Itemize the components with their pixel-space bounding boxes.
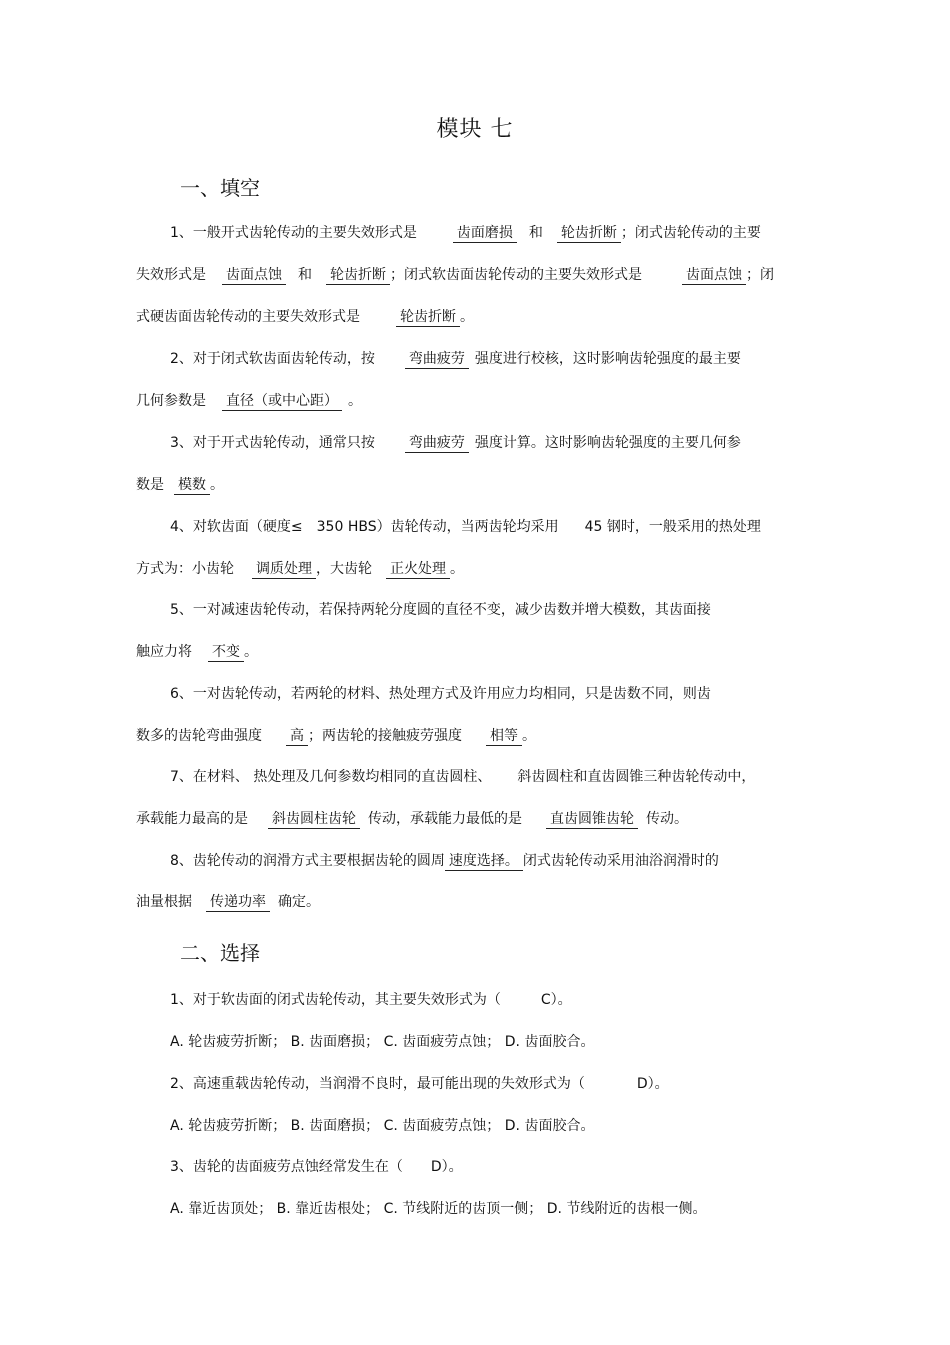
text: 几何参数是 [136, 393, 206, 409]
fill-q5-line2 [136, 642, 258, 662]
answer-blank: 轮齿折断 [557, 224, 621, 243]
answer-blank: 齿面点蚀 [682, 266, 746, 285]
text: ；闭式齿轮传动的主要 [620, 225, 761, 241]
fill-q6-line2 [136, 726, 536, 746]
fill-q3-line1 [170, 433, 741, 453]
answer-text: D）。 [430, 1159, 463, 1175]
page-title: 模块 七 [436, 117, 514, 142]
section-heading-fill: 一、填空 [180, 176, 260, 200]
section-heading-choice: 二、选择 [180, 941, 260, 965]
text: 斜齿圆柱和直齿圆锥三种齿轮传动中， [517, 769, 756, 785]
choice-q2-options: A. 轮齿疲劳折断； B. 齿面磨损； C. 齿面疲劳点蚀； D. 齿面胶合。 [170, 1118, 595, 1134]
text: 触应力将 [136, 644, 192, 660]
text: 油量根据 [136, 894, 192, 910]
fill-q3-line2 [136, 475, 224, 495]
fill-q4-line2 [136, 559, 464, 579]
answer-blank: 齿面磨损 [453, 224, 517, 243]
answer-blank: 直径（或中心距） [222, 392, 342, 411]
fill-q1-line1 [170, 223, 761, 243]
text: 。 [210, 477, 224, 493]
text: ，大齿轮 [316, 561, 372, 577]
answer-blank: 轮齿折断 [326, 266, 390, 285]
answer-blank: 速度选择。 [445, 852, 523, 871]
text: 。 [460, 309, 474, 325]
answer-blank: 模数 [174, 476, 210, 495]
text: 。 [348, 393, 362, 409]
text: 3、对于开式齿轮传动，通常只按 [170, 435, 375, 451]
fill-q1-line3 [136, 307, 474, 327]
text: 强度计算。这时影响齿轮强度的主要几何参 [474, 435, 741, 451]
text: 。 [450, 561, 464, 577]
text: 5、一对减速齿轮传动，若保持两轮分度圆的直径不变，减少齿数并增大模数，其齿面接 [170, 602, 711, 618]
text: 式硬齿面齿轮传动的主要失效形式是 [136, 309, 360, 325]
choice-q1-options: A. 轮齿疲劳折断； B. 齿面磨损； C. 齿面疲劳点蚀； D. 齿面胶合。 [170, 1034, 595, 1050]
answer-blank: 调质处理 [252, 560, 316, 579]
text: 3、齿轮的齿面疲劳点蚀经常发生在（ [170, 1159, 403, 1175]
text: 2、高速重载齿轮传动，当润滑不良时，最可能出现的失效形式为（ [170, 1076, 585, 1092]
fill-q7-line2 [136, 809, 688, 829]
answer-blank: 相等 [486, 727, 522, 746]
text: 45 钢时，一般采用的热处理 [584, 519, 761, 535]
text: 2、对于闭式软齿面齿轮传动，按 [170, 351, 375, 367]
answer-blank: 斜齿圆柱齿轮 [268, 810, 360, 829]
choice-q2-stem [170, 1074, 669, 1094]
fill-q6-line1 [170, 684, 711, 704]
text: ；闭式软齿面齿轮传动的主要失效形式是 [390, 267, 642, 283]
fill-q1-line2 [136, 265, 774, 285]
text: 传动，承载能力最低的是 [368, 811, 522, 827]
answer-blank: 弯曲疲劳 [405, 350, 469, 369]
text: 和 [528, 225, 543, 241]
text: 失效形式是 [136, 267, 206, 283]
answer-blank: 高 [286, 727, 308, 746]
answer-blank: 直齿圆锥齿轮 [546, 810, 638, 829]
fill-q2-line1 [170, 349, 741, 369]
answer-blank: 齿面点蚀 [222, 266, 286, 285]
answer-blank: 正火处理 [386, 560, 450, 579]
fill-q8-line1 [170, 851, 719, 871]
fill-q7-line1 [170, 767, 755, 787]
text: 6、一对齿轮传动，若两轮的材料、热处理方式及许用应力均相同，只是齿数不同，则齿 [170, 686, 711, 702]
text: 1、一般开式齿轮传动的主要失效形式是 [170, 225, 417, 241]
text: 1、对于软齿面的闭式齿轮传动，其主要失效形式为（ [170, 992, 501, 1008]
text: 。 [522, 728, 536, 744]
answer-blank: 传递功率 [206, 893, 270, 912]
answer-blank: 弯曲疲劳 [405, 434, 469, 453]
text: 确定。 [278, 894, 320, 910]
answer-text: D）。 [636, 1076, 669, 1092]
text: ；闭 [746, 267, 774, 283]
text: 7、在材料、 热处理及几何参数均相同的直齿圆柱、 [170, 769, 492, 785]
answer-text: C）。 [540, 992, 572, 1008]
choice-q3-stem [170, 1157, 463, 1177]
text: 。 [244, 644, 258, 660]
choice-q1-stem [170, 990, 572, 1010]
text: 4、对软齿面（硬度≤ [170, 519, 303, 535]
choice-q3-options: A. 靠近齿顶处； B. 靠近齿根处； C. 节线附近的齿顶一侧； D. 节线附近的齿根一侧。 [170, 1201, 707, 1217]
text: 数是 [136, 477, 164, 493]
text: 强度进行校核，这时影响齿轮强度的最主要 [474, 351, 741, 367]
answer-blank: 轮齿折断 [396, 308, 460, 327]
fill-q5-line1 [170, 600, 711, 620]
text: 350 HBS）齿轮传动，当两齿轮均采用 [316, 519, 559, 535]
text: 数多的齿轮弯曲强度 [136, 728, 262, 744]
answer-blank: 不变 [208, 643, 244, 662]
fill-q8-line2 [136, 892, 320, 912]
text: 闭式齿轮传动采用油浴润滑时的 [522, 853, 719, 869]
text: ；两齿轮的接触疲劳强度 [308, 728, 462, 744]
text: 承载能力最高的是 [136, 811, 248, 827]
fill-q2-line2 [136, 391, 362, 411]
fill-q4-line1 [170, 517, 761, 537]
text: 方式为：小齿轮 [136, 561, 234, 577]
text: 传动。 [646, 811, 688, 827]
text: 8、齿轮传动的润滑方式主要根据齿轮的圆周 [170, 853, 445, 869]
text: 和 [298, 267, 312, 283]
